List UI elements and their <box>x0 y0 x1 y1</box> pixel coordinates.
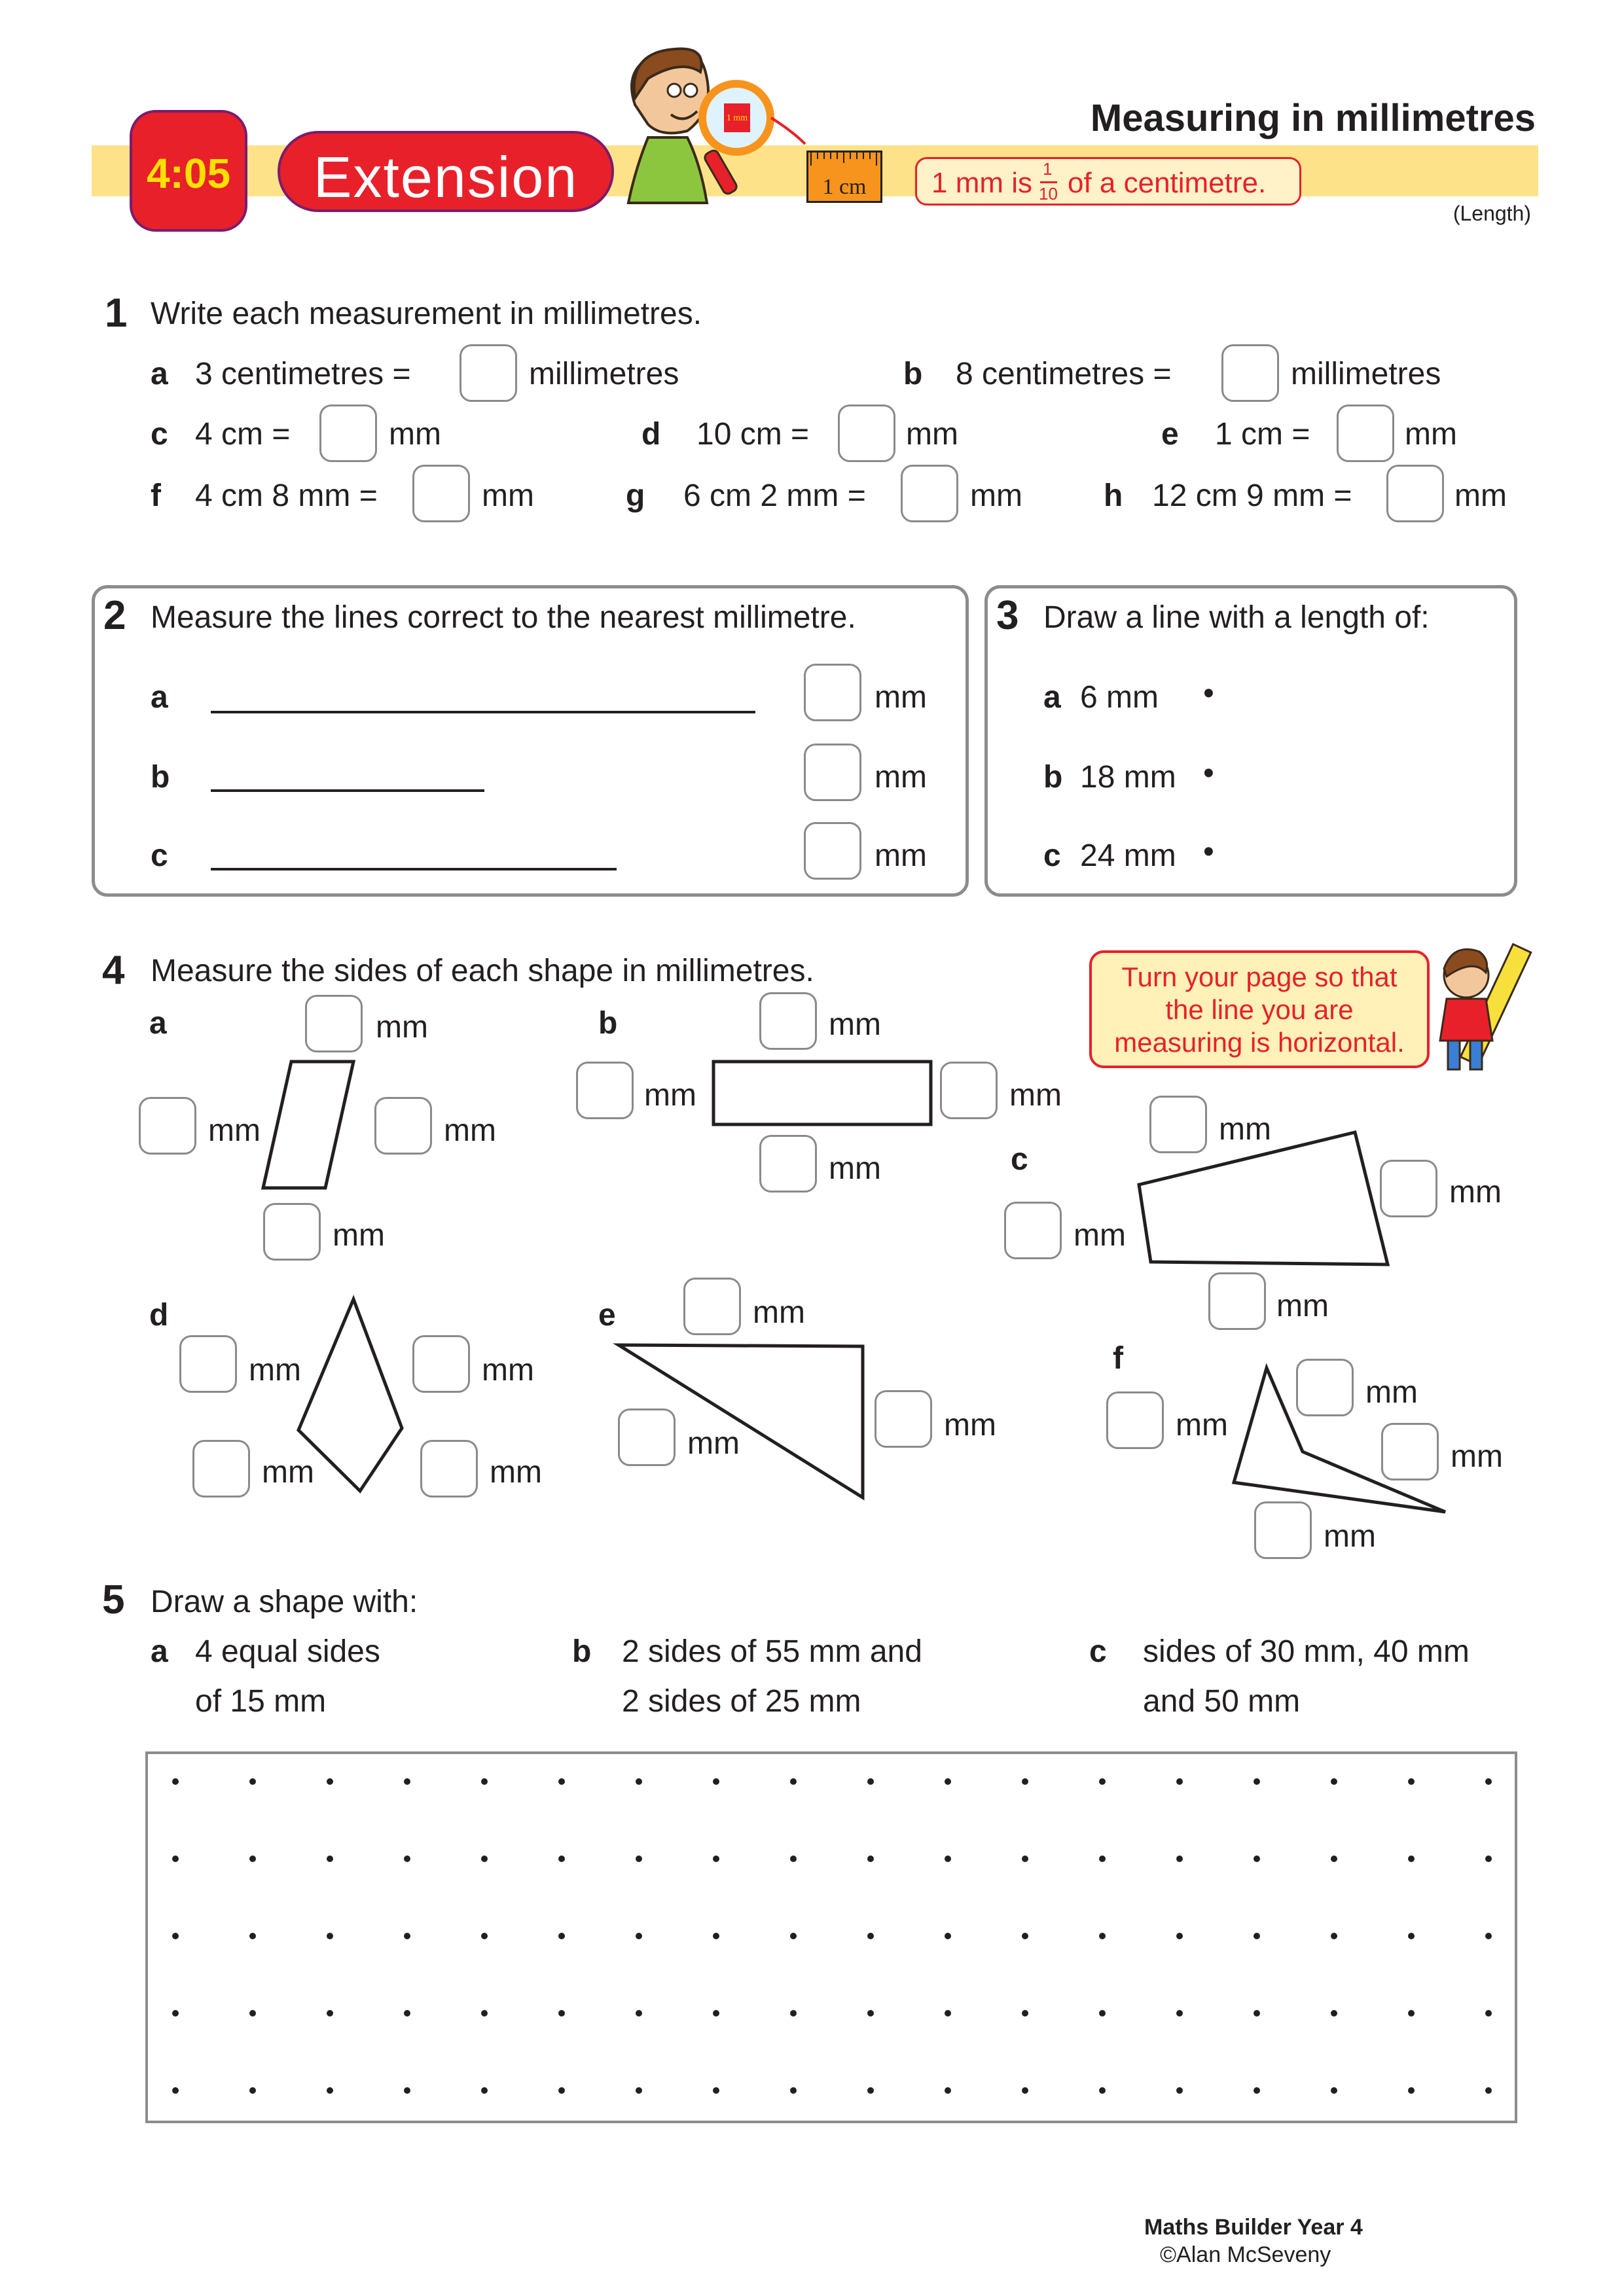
q2-unit-a: mm <box>875 680 927 715</box>
grid-dot <box>249 1933 256 1939</box>
q4-c-bottom-unit: mm <box>1276 1289 1329 1323</box>
grid-dot <box>713 2010 719 2017</box>
grid-dot <box>1331 1856 1337 1862</box>
q1-unit-a: millimetres <box>529 357 679 391</box>
grid-dot <box>249 2010 256 2017</box>
question-5-number: 5 <box>102 1577 125 1623</box>
grid-dot <box>1176 1778 1183 1785</box>
q1-letter-c: c <box>151 417 168 452</box>
grid-dot <box>1485 2087 1492 2094</box>
question-4-number: 4 <box>102 948 125 993</box>
q2-unit-b: mm <box>875 760 927 795</box>
question-1-number: 1 <box>105 291 128 336</box>
q4-b-top-unit: mm <box>829 1007 881 1042</box>
q4-f-right-box[interactable] <box>1381 1423 1439 1480</box>
shape-a-parallelogram <box>263 1062 353 1188</box>
q4-letter-b: b <box>598 1006 618 1041</box>
grid-dot <box>558 1933 565 1939</box>
q4-a-left-box[interactable] <box>139 1097 196 1155</box>
grid-dot <box>172 1856 179 1862</box>
q4-d-bottom-right-box[interactable] <box>420 1440 478 1498</box>
q4-e-left-box[interactable] <box>618 1408 676 1466</box>
grid-dot <box>636 2010 642 2017</box>
q1-unit-b: millimetres <box>1291 357 1441 391</box>
q5-a-line-1: 4 equal sides <box>195 1634 380 1669</box>
q3-start-dot-a[interactable]: • <box>1203 676 1214 711</box>
q4-letter-f: f <box>1113 1341 1123 1376</box>
grid-dot <box>636 1933 642 1939</box>
q2-letter-c: c <box>151 838 168 873</box>
grid-dot <box>867 1778 874 1785</box>
q5-letter-c: c <box>1089 1634 1107 1669</box>
grid-dot <box>713 1933 719 1939</box>
grid-dot <box>1331 1933 1337 1939</box>
grid-dot <box>790 2087 797 2094</box>
grid-dot <box>1022 1856 1028 1862</box>
q1-unit-f: mm <box>482 478 534 513</box>
grid-dot <box>404 2010 410 2017</box>
grid-dot <box>1254 2010 1260 2017</box>
grid-dot <box>636 1778 642 1785</box>
grid-dot <box>636 1856 642 1862</box>
q3-text-a: 6 mm <box>1080 680 1159 715</box>
q4-e-top-box[interactable] <box>683 1278 741 1335</box>
grid-dot <box>481 2087 488 2094</box>
q4-f-right-unit: mm <box>1451 1439 1503 1474</box>
q4-c-left-unit: mm <box>1074 1218 1126 1253</box>
q4-f-bottom-box[interactable] <box>1254 1501 1312 1559</box>
q3-start-dot-b[interactable]: • <box>1203 756 1214 791</box>
grid-dot <box>1176 2010 1183 2017</box>
q1-letter-a: a <box>151 357 168 391</box>
q1-letter-h: h <box>1104 478 1123 513</box>
q4-d-bottom-left-unit: mm <box>262 1455 314 1490</box>
q1-text-g: 6 cm 2 mm = <box>683 478 866 513</box>
grid-dot <box>713 1856 719 1862</box>
tip-line-2: the line you are <box>1165 994 1354 1025</box>
grid-dot <box>1331 2087 1337 2094</box>
q4-a-top-unit: mm <box>376 1010 428 1045</box>
grid-dot <box>790 1778 797 1785</box>
grid-dot <box>404 1933 410 1939</box>
q4-d-top-left-unit: mm <box>249 1353 301 1388</box>
q4-e-left-unit: mm <box>687 1426 740 1461</box>
q4-letter-d: d <box>149 1298 169 1333</box>
grid-dot <box>1254 1933 1260 1939</box>
q4-b-bottom-unit: mm <box>829 1151 881 1186</box>
grid-dot <box>558 2010 565 2017</box>
grid-dot <box>481 1778 488 1785</box>
q4-letter-c: c <box>1011 1142 1028 1177</box>
grid-dot <box>1485 2010 1492 2017</box>
page-title: Measuring in millimetres <box>1090 97 1536 139</box>
q4-b-right-box[interactable] <box>940 1062 998 1119</box>
question-3-number: 3 <box>996 593 1019 638</box>
q4-d-top-left-box[interactable] <box>179 1335 237 1393</box>
q4-d-top-right-box[interactable] <box>412 1335 470 1393</box>
question-2-instruction: Measure the lines correct to the nearest millimetre. <box>151 600 856 635</box>
tip-line-3: measuring is horizontal. <box>1114 1027 1405 1058</box>
grid-dot <box>1408 2087 1415 2094</box>
question-1-instruction: Write each measurement in millimetres. <box>151 296 702 331</box>
fact-suffix: of a centimetre. <box>1068 167 1267 199</box>
grid-dot <box>945 1933 951 1939</box>
grid-dot <box>404 2087 410 2094</box>
q1-text-c: 4 cm = <box>195 417 291 452</box>
grid-dot <box>713 1778 719 1785</box>
grid-dot <box>1099 1778 1106 1785</box>
q4-c-top-box[interactable] <box>1149 1096 1207 1153</box>
grid-dot <box>1022 2010 1028 2017</box>
q4-c-top-unit: mm <box>1219 1112 1271 1147</box>
grid-dot <box>558 1778 565 1785</box>
grid-dot <box>867 2087 874 2094</box>
grid-dot <box>1099 2010 1106 2017</box>
dot-grid <box>148 1754 1515 2121</box>
grid-dot <box>636 2087 642 2094</box>
grid-dot <box>1485 1933 1492 1939</box>
grid-dot <box>945 1856 951 1862</box>
q4-b-bottom-box[interactable] <box>759 1135 817 1193</box>
grid-dot <box>172 2087 179 2094</box>
grid-dot <box>327 2010 333 2017</box>
q4-c-right-unit: mm <box>1449 1175 1502 1210</box>
q1-text-b: 8 centimetres = <box>956 357 1172 391</box>
q4-c-left-box[interactable] <box>1004 1202 1062 1259</box>
q2-letter-a: a <box>151 680 168 715</box>
grid-dot <box>1022 1933 1028 1939</box>
q4-e-right-box[interactable] <box>875 1390 932 1448</box>
q1-letter-d: d <box>641 417 661 452</box>
grid-dot <box>558 2087 565 2094</box>
grid-dot <box>327 1933 333 1939</box>
grid-dot <box>790 1856 797 1862</box>
grid-dot <box>249 2087 256 2094</box>
q3-text-c: 24 mm <box>1080 838 1176 873</box>
grid-dot <box>249 1856 256 1862</box>
q2-letter-b: b <box>151 760 170 795</box>
q4-f-left-unit: mm <box>1176 1408 1228 1443</box>
q4-f-top-box[interactable] <box>1296 1359 1354 1416</box>
grid-dot <box>945 2010 951 2017</box>
q1-letter-g: g <box>626 478 645 513</box>
q1-unit-d: mm <box>906 417 958 452</box>
fact-fraction-den: 10 <box>1039 184 1058 204</box>
grid-dot <box>1022 2087 1028 2094</box>
q4-a-right-unit: mm <box>444 1113 496 1148</box>
q2-unit-c: mm <box>875 838 927 873</box>
grid-dot <box>790 2010 797 2017</box>
question-3-instruction: Draw a line with a length of: <box>1043 600 1430 635</box>
shape-b-rectangle <box>713 1062 931 1124</box>
q4-e-top-unit: mm <box>753 1295 805 1330</box>
grid-dot <box>1485 1856 1492 1862</box>
grid-dot <box>1408 2010 1415 2017</box>
grid-dot <box>1176 1856 1183 1862</box>
grid-dot <box>327 1778 333 1785</box>
magnifier-label: 1 mm <box>726 113 748 123</box>
lesson-code: 4:05 <box>146 150 231 197</box>
grid-dot <box>558 1856 565 1862</box>
grid-dot <box>1254 1778 1260 1785</box>
grid-dot <box>945 1778 951 1785</box>
q5-b-line-2: 2 sides of 25 mm <box>622 1684 861 1719</box>
grid-dot <box>172 1933 179 1939</box>
q4-f-left-box[interactable] <box>1106 1391 1164 1449</box>
q4-a-top-box[interactable] <box>305 995 363 1052</box>
q1-letter-b: b <box>903 357 923 391</box>
q3-start-dot-c[interactable]: • <box>1203 834 1214 869</box>
grid-dot <box>1408 1856 1415 1862</box>
q3-letter-b: b <box>1043 760 1063 795</box>
q4-a-bottom-box[interactable] <box>263 1203 321 1261</box>
grid-dot <box>1099 1856 1106 1862</box>
grid-dot <box>867 2010 874 2017</box>
q1-unit-g: mm <box>970 478 1022 513</box>
grid-dot <box>713 2087 719 2094</box>
q4-f-bottom-unit: mm <box>1324 1519 1376 1554</box>
ruler-label: 1 cm <box>822 175 867 199</box>
q1-text-e: 1 cm = <box>1215 417 1310 452</box>
grid-dot <box>1254 2087 1260 2094</box>
fact-fraction-num: 1 <box>1043 159 1053 179</box>
q5-b-line-1: 2 sides of 55 mm and <box>622 1634 922 1669</box>
q4-c-right-box[interactable] <box>1380 1160 1437 1217</box>
q4-b-left-box[interactable] <box>576 1062 634 1119</box>
question-2-number: 2 <box>103 593 126 638</box>
fact-prefix: 1 mm is <box>931 167 1032 199</box>
footer-book-title: Maths Builder Year 4 <box>1144 2215 1363 2240</box>
q1-text-d: 10 cm = <box>696 417 810 452</box>
q4-b-right-unit: mm <box>1009 1078 1062 1113</box>
grid-dot <box>481 1933 488 1939</box>
q3-letter-a: a <box>1043 680 1061 715</box>
dot-grid-drawing-area[interactable] <box>145 1751 1517 2123</box>
q1-unit-e: mm <box>1405 417 1457 452</box>
grid-dot <box>867 1856 874 1862</box>
q4-a-left-unit: mm <box>208 1113 261 1148</box>
level-label: Extension <box>313 145 579 209</box>
q5-c-line-2: and 50 mm <box>1143 1684 1301 1719</box>
footer-copyright: ©Alan McSeveny <box>1160 2242 1331 2267</box>
q4-letter-e: e <box>598 1298 616 1333</box>
question-5-instruction: Draw a shape with: <box>151 1585 418 1619</box>
q1-unit-h: mm <box>1454 478 1507 513</box>
grid-dot <box>1254 1856 1260 1862</box>
grid-dot <box>1485 1778 1492 1785</box>
q4-b-left-unit: mm <box>644 1078 696 1113</box>
q1-letter-f: f <box>151 478 161 513</box>
q1-text-a: 3 centimetres = <box>195 357 411 391</box>
q4-d-bottom-right-unit: mm <box>490 1455 542 1490</box>
question-4-instruction: Measure the sides of each shape in millimetres. <box>151 954 814 988</box>
grid-dot <box>481 2010 488 2017</box>
page-subtitle: (Length) <box>1453 202 1531 225</box>
grid-dot <box>404 1778 410 1785</box>
q5-letter-a: a <box>151 1634 168 1669</box>
q4-letter-a: a <box>149 1006 167 1041</box>
grid-dot <box>1176 2087 1183 2094</box>
q4-a-right-box[interactable] <box>374 1097 432 1155</box>
grid-dot <box>404 1856 410 1862</box>
q4-e-right-unit: mm <box>944 1408 996 1443</box>
grid-dot <box>867 1933 874 1939</box>
grid-dot <box>1408 1778 1415 1785</box>
tip-line-1: Turn your page so that <box>1121 961 1398 992</box>
q1-text-h: 12 cm 9 mm = <box>1152 478 1352 513</box>
grid-dot <box>327 2087 333 2094</box>
grid-dot <box>172 2010 179 2017</box>
grid-dot <box>172 1778 179 1785</box>
grid-dot <box>790 1933 797 1939</box>
q4-f-top-unit: mm <box>1365 1375 1418 1410</box>
grid-dot <box>327 1856 333 1862</box>
grid-dot <box>1022 1778 1028 1785</box>
q5-letter-b: b <box>572 1634 592 1669</box>
grid-dot <box>1099 2087 1106 2094</box>
grid-dot <box>481 1856 488 1862</box>
q4-b-top-box[interactable] <box>759 992 817 1050</box>
grid-dot <box>1331 1778 1337 1785</box>
grid-dot <box>249 1778 256 1785</box>
q4-d-top-right-unit: mm <box>482 1353 534 1388</box>
q4-a-bottom-unit: mm <box>333 1218 385 1253</box>
grid-dot <box>1099 1933 1106 1939</box>
grid-dot <box>1331 2010 1337 2017</box>
q4-c-bottom-box[interactable] <box>1208 1272 1266 1330</box>
q3-letter-c: c <box>1043 838 1061 873</box>
q5-c-line-1: sides of 30 mm, 40 mm <box>1143 1634 1470 1669</box>
q1-unit-c: mm <box>389 417 441 452</box>
q3-text-b: 18 mm <box>1080 760 1176 795</box>
q5-a-line-2: of 15 mm <box>195 1684 327 1719</box>
q1-text-f: 4 cm 8 mm = <box>195 478 378 513</box>
grid-dot <box>1176 1933 1183 1939</box>
grid-dot <box>1408 1933 1415 1939</box>
q1-letter-e: e <box>1161 417 1179 452</box>
q4-d-bottom-left-box[interactable] <box>192 1440 250 1498</box>
grid-dot <box>945 2087 951 2094</box>
